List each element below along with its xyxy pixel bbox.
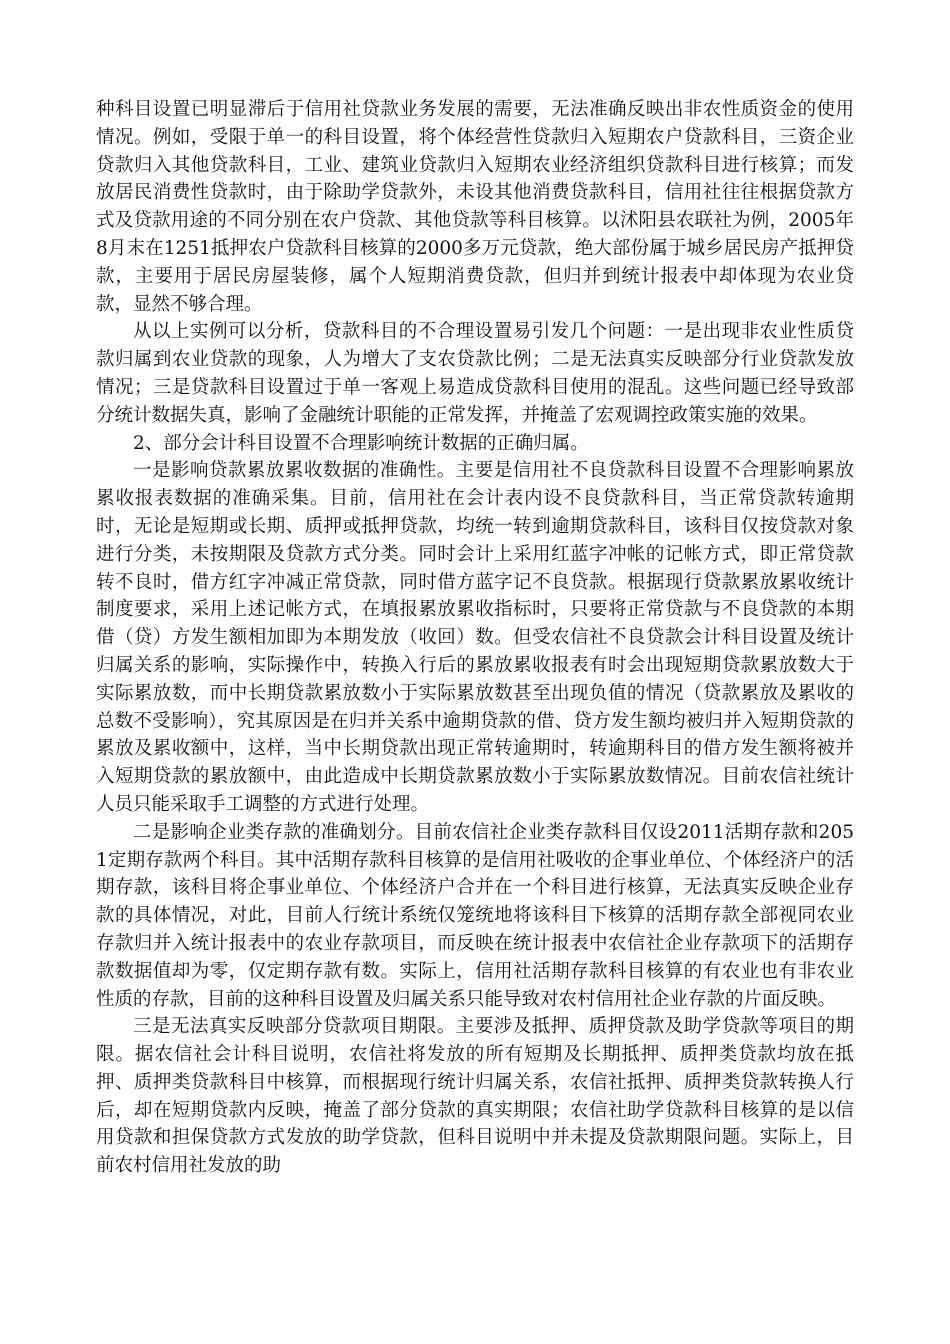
paragraph-point-two: 二是影响企业类存款的准确划分。目前农信社企业类存款科目仅设2011活期存款和2051定期存款两个科目。其中活期存款科目核算的是信用社吸收的企事业单位、个体经济户的活期存款，该科目将企事业单位、个体经济户合并在一个科目进行核算，无法真实反映企业存款的具体情况，对此，目前人行统计系统仅笼统地将该科目下核算的活期存款全部视同农业存款归并入统计报表中的农业存款项目，而反映在统计报表中农信社企业存款项下的活期存款数据值却为零，仅定期存款有数。实际上，信用社活期存款科目核算的有农业也有非农业性质的存款，目前的这种科目设置及归属关系只能导致对农村信用社企业存款的片面反映。 <box>96 821 854 1010</box>
section-heading-2: 2、部分会计科目设置不合理影响统计数据的正确归属。 <box>133 432 589 454</box>
paragraph-point-one: 一是影响贷款累放累收数据的准确性。主要是信用社不良贷款科目设置不合理影响累放累收报表数据的准确采集。目前，信用社在会计表内设不良贷款科目，当正常贷款转逾期时，无论是短期或长期、质押或抵押贷款，均统一转到逾期贷款科目，该科目仅按贷款对象进行分类，未按期限及贷款方式分类。同时会计上采用红蓝字冲帐的记帐方式，即正常贷款转不良时，借方红字冲减正常贷款，同时借方蓝字记不良贷款。根据现行贷款累放累收统计制度要求，采用上述记帐方式，在填报累放累收指标时，只要将正常贷款与不良贷款的本期借（贷）方发生额相加即为本期发放（收回）数。但受农信社不良贷款会计科目设置及统计归属关系的影响，实际操作中，转换入行后的累放累收报表有时会出现短期贷款累放数大于实际累放数，而中长期贷款累放数小于实际累放数甚至出现负值的情况（贷款累放及累收的总数不受影响），究其原因是在归并关系中逾期贷款的借、贷方发生额均被归并入短期贷款的累放及累收额中，这样，当中长期贷款出现正常转逾期时，转逾期科目的借方发生额将被并入短期贷款的累放额中，由此造成中长期贷款累放数小于实际累放数情况。目前农信社统计人员只能采取手工调整的方式进行处理。 <box>96 460 854 815</box>
paragraph-continuation: 种科目设置已明显滞后于信用社贷款业务发展的需要，无法准确反映出非农性质资金的使用情况。例如，受限于单一的科目设置，将个体经营性贷款归入短期农户贷款科目，三资企业贷款归入其他贷款科目，工业、建筑业贷款归入短期农业经济组织贷款科目进行核算；而发放居民消费性贷款时，由于除助学贷款外，未设其他消费贷款科目，信用社往往根据贷款方式及贷款用途的不同分别在农户贷款、其他贷款等科目核算。以沭阳县农联社为例，2005年8月末在1251抵押农户贷款科目核算的2000多万元贷款，绝大部份属于城乡居民房产抵押贷款，主要用于居民房屋装修，属个人短期消费贷款，但归并到统计报表中却体现为农业贷款，显然不够合理。 <box>96 99 854 315</box>
document-body <box>96 96 854 1180</box>
paragraph-analysis: 从以上实例可以分析，贷款科目的不合理设置易引发几个问题：一是出现非农业性质贷款归属到农业贷款的现象，人为增大了支农贷款比例；二是无法真实反映部分行业贷款发放情况；三是贷款科目设置过于单一客观上易造成贷款科目使用的混乱。这些问题已经导致部分统计数据失真，影响了金融统计职能的正常发挥，并掩盖了宏观调控政策实施的效果。 <box>96 321 854 426</box>
paragraph-point-three: 三是无法真实反映部分贷款项目期限。主要涉及抵押、质押贷款及助学贷款等项目的期限。据农信社会计科目说明，农信社将发放的所有短期及长期抵押、质押类贷款均放在抵押、质押类贷款科目中核算，而根据现行统计归属关系，农信社抵押、质押类贷款转换人行后，却在短期贷款内反映，掩盖了部分贷款的真实期限；农信社助学贷款科目核算的是以信用贷款和担保贷款方式发放的助学贷款，但科目说明中并未提及贷款期限问题。实际上，目前农村信用社发放的助 <box>96 1016 854 1177</box>
